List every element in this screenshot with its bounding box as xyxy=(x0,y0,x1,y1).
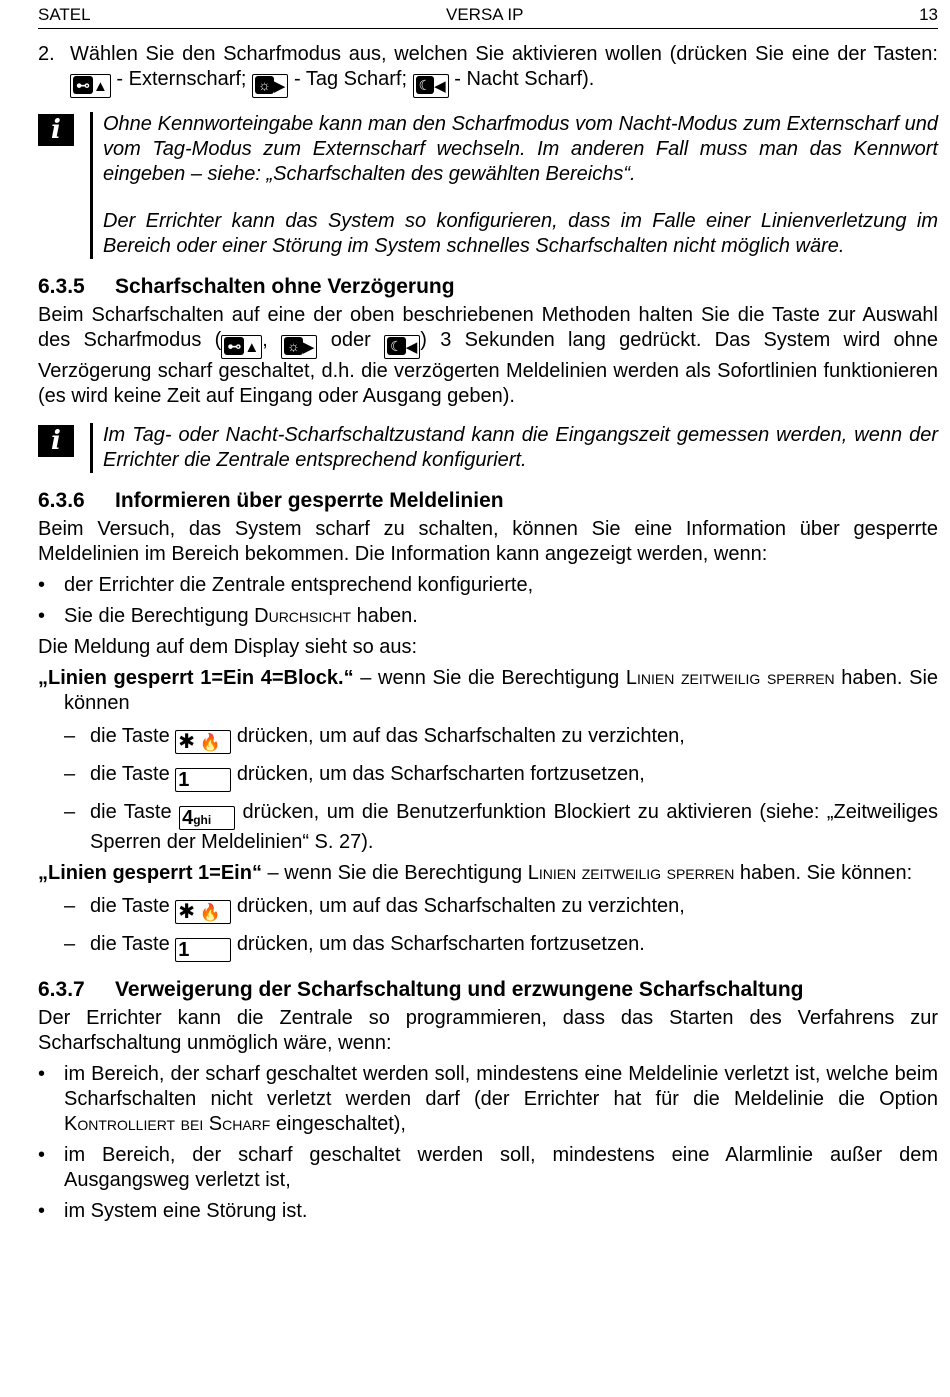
message-block-1: „Linien gesperrt 1=Ein 4=Block.“ – wenn Sie die Berechtigung Linien zeitweilig sperren haben. Sie können xyxy=(38,667,939,714)
note-bar xyxy=(90,112,93,259)
list-item: – die Taste 4ghi drücken, um die Benutzerfunktion Blockiert zu aktivieren (siehe: „Zeitweiliges Sperren der Meldelinien“ S. 27). xyxy=(64,800,938,855)
key-1: 1 xyxy=(175,768,231,792)
header-product: VERSA IP xyxy=(446,5,524,24)
paragraph: Beim Scharfschalten auf eine der oben beschriebenen Methoden halten Sie die Taste zur Auswahl des Scharfmodus ( ⊷ ▲ , ☼ ▶ oder ☾ ◀ ) 3 Sekunden lang gedrückt. Das System wird ohne Verzögerung scharf geschaltet, d.h. die verzögerten Meldelinien werden als Sofortlinien funktionieren (es wird keine Zeit auf Eingang oder Ausgang geben). xyxy=(38,304,938,407)
day-arm-key xyxy=(281,335,317,359)
paragraph: Beim Versuch, das System scharf zu schalten, können Sie eine Information über gesperrte Meldelinien im Bereich bekommen. Die Information kann angezeigt werden, wenn: xyxy=(38,518,938,565)
external-arm-key xyxy=(70,74,111,98)
up-arrow-icon: ▲ xyxy=(244,339,260,356)
list-item: – die Taste 1 drücken, um das Scharfscharten fortzusetzen. xyxy=(64,932,938,962)
day-arm-key xyxy=(252,74,288,98)
left-arrow-icon: ◀ xyxy=(434,78,446,95)
right-arrow-icon: ▶ xyxy=(302,339,315,356)
key-icon: ⊷ xyxy=(73,76,93,94)
info-icon: i xyxy=(38,114,74,146)
list-item: • der Errichter die Zentrale entsprechend konfigurierte, xyxy=(38,573,938,598)
note-paragraph: Ohne Kennworteingabe kann man den Scharfmodus vom Nacht-Modus zum Externscharf und vom Tag-Modus zum Externscharf wechseln. Im anderen Fall muss man das Kennwort eingeben – siehe: „Scharfschalten des gewählten Bereichs“. xyxy=(103,113,938,185)
note-paragraph: Im Tag- oder Nacht-Scharfschaltzustand kann die Eingangszeit gemessen werden, wenn der Errichter die Zentrale entsprechend konfiguriert. xyxy=(103,424,938,471)
sun-icon: ☼ xyxy=(255,76,274,94)
info-icon: i xyxy=(38,425,74,457)
key-icon: ⊷ xyxy=(224,337,244,355)
info-note-1 xyxy=(38,112,938,259)
message-block-2: „Linien gesperrt 1=Ein“ – wenn Sie die Berechtigung Linien zeitweilig sperren haben. Sie können: xyxy=(38,862,913,884)
bullet-list xyxy=(38,573,938,629)
key-1: 1 xyxy=(175,938,231,962)
header-brand: SATEL xyxy=(38,5,91,24)
dash-list xyxy=(38,894,938,962)
permission-name: Linien zeitweilig sperren xyxy=(527,862,735,884)
fire-icon: 🔥 xyxy=(199,733,221,752)
list-item: • Sie die Berechtigung Durchsicht haben. xyxy=(38,604,938,629)
note-paragraph: Der Errichter kann das System so konfigurieren, dass im Falle einer Linienverletzung im Bereich oder einer Störung im System schnelles Scharfschalten nicht möglich wäre. xyxy=(103,210,938,257)
option-name: Kontrolliert bei Scharf xyxy=(64,1113,271,1135)
display-message: „Linien gesperrt 1=Ein 4=Block.“ xyxy=(38,667,354,689)
right-arrow-icon: ▶ xyxy=(273,78,286,95)
moon-icon: ☾ xyxy=(416,76,435,94)
night-arm-key xyxy=(413,74,449,98)
list-item: • im Bereich, der scharf geschaltet werden soll, mindestens eine Meldelinie verletzt ist, welche beim Scharfschalten nicht verletzt werden darf (der Errichter hat für die Meldelinie die Option Kontrolliert bei Scharf eingeschaltet), xyxy=(38,1062,938,1137)
left-arrow-icon: ◀ xyxy=(405,339,418,356)
step-number: 2. xyxy=(38,43,55,65)
fire-icon: 🔥 xyxy=(199,903,221,922)
dash-list xyxy=(38,724,938,855)
moon-icon: ☾ xyxy=(387,337,406,355)
permission-name: Linien zeitweilig sperren xyxy=(625,667,835,689)
info-note-2 xyxy=(38,423,938,473)
star-fire-key xyxy=(175,730,231,754)
star-fire-key xyxy=(175,900,231,924)
paragraph: Die Meldung auf dem Display sieht so aus: xyxy=(38,636,418,658)
list-item: – die Taste 1 drücken, um das Scharfscharten fortzusetzen, xyxy=(64,762,938,792)
sun-icon: ☼ xyxy=(284,337,303,355)
external-arm-key xyxy=(221,335,262,359)
list-item: • im Bereich, der scharf geschaltet werden soll, mindestens eine Alarmlinie außer dem Ausgangsweg verletzt ist, xyxy=(38,1143,938,1193)
night-arm-key xyxy=(384,335,420,359)
star-icon: ✱ xyxy=(178,901,196,923)
list-item: • im System eine Störung ist. xyxy=(38,1199,938,1224)
page-number: 13 xyxy=(919,5,938,24)
note-bar xyxy=(90,423,93,473)
bullet-list xyxy=(38,1062,938,1224)
list-item: – die Taste ✱ 🔥 drücken, um auf das Scharfschalten zu verzichten, xyxy=(64,724,938,754)
step-2: 2. Wählen Sie den Scharfmodus aus, welchen Sie aktivieren wollen (drücken Sie eine der Tasten: ⊷ ▲ - Externscharf; ☼ ▶ - Tag Scharf; ☾ ◀ - Nacht Scharf). xyxy=(38,42,938,98)
list-item: – die Taste ✱ 🔥 drücken, um auf das Scharfschalten zu verzichten, xyxy=(64,894,938,924)
page-header xyxy=(38,4,938,29)
section-heading-6-3-7: 6.3.7 Verweigerung der Scharfschaltung und erzwungene Scharfschaltung xyxy=(38,978,804,1001)
section-heading-6-3-5: 6.3.5 Scharfschalten ohne Verzögerung xyxy=(38,275,455,298)
section-heading-6-3-6: 6.3.6 Informieren über gesperrte Meldelinien xyxy=(38,489,504,512)
paragraph: Der Errichter kann die Zentrale so programmieren, dass das Starten des Verfahrens zur Scharfschaltung unmöglich wäre, wenn: xyxy=(38,1007,938,1054)
up-arrow-icon: ▲ xyxy=(93,78,108,95)
page-content xyxy=(38,42,938,1224)
key-4: 4ghi xyxy=(179,806,235,830)
display-message: „Linien gesperrt 1=Ein“ xyxy=(38,862,262,884)
star-icon: ✱ xyxy=(178,731,196,753)
